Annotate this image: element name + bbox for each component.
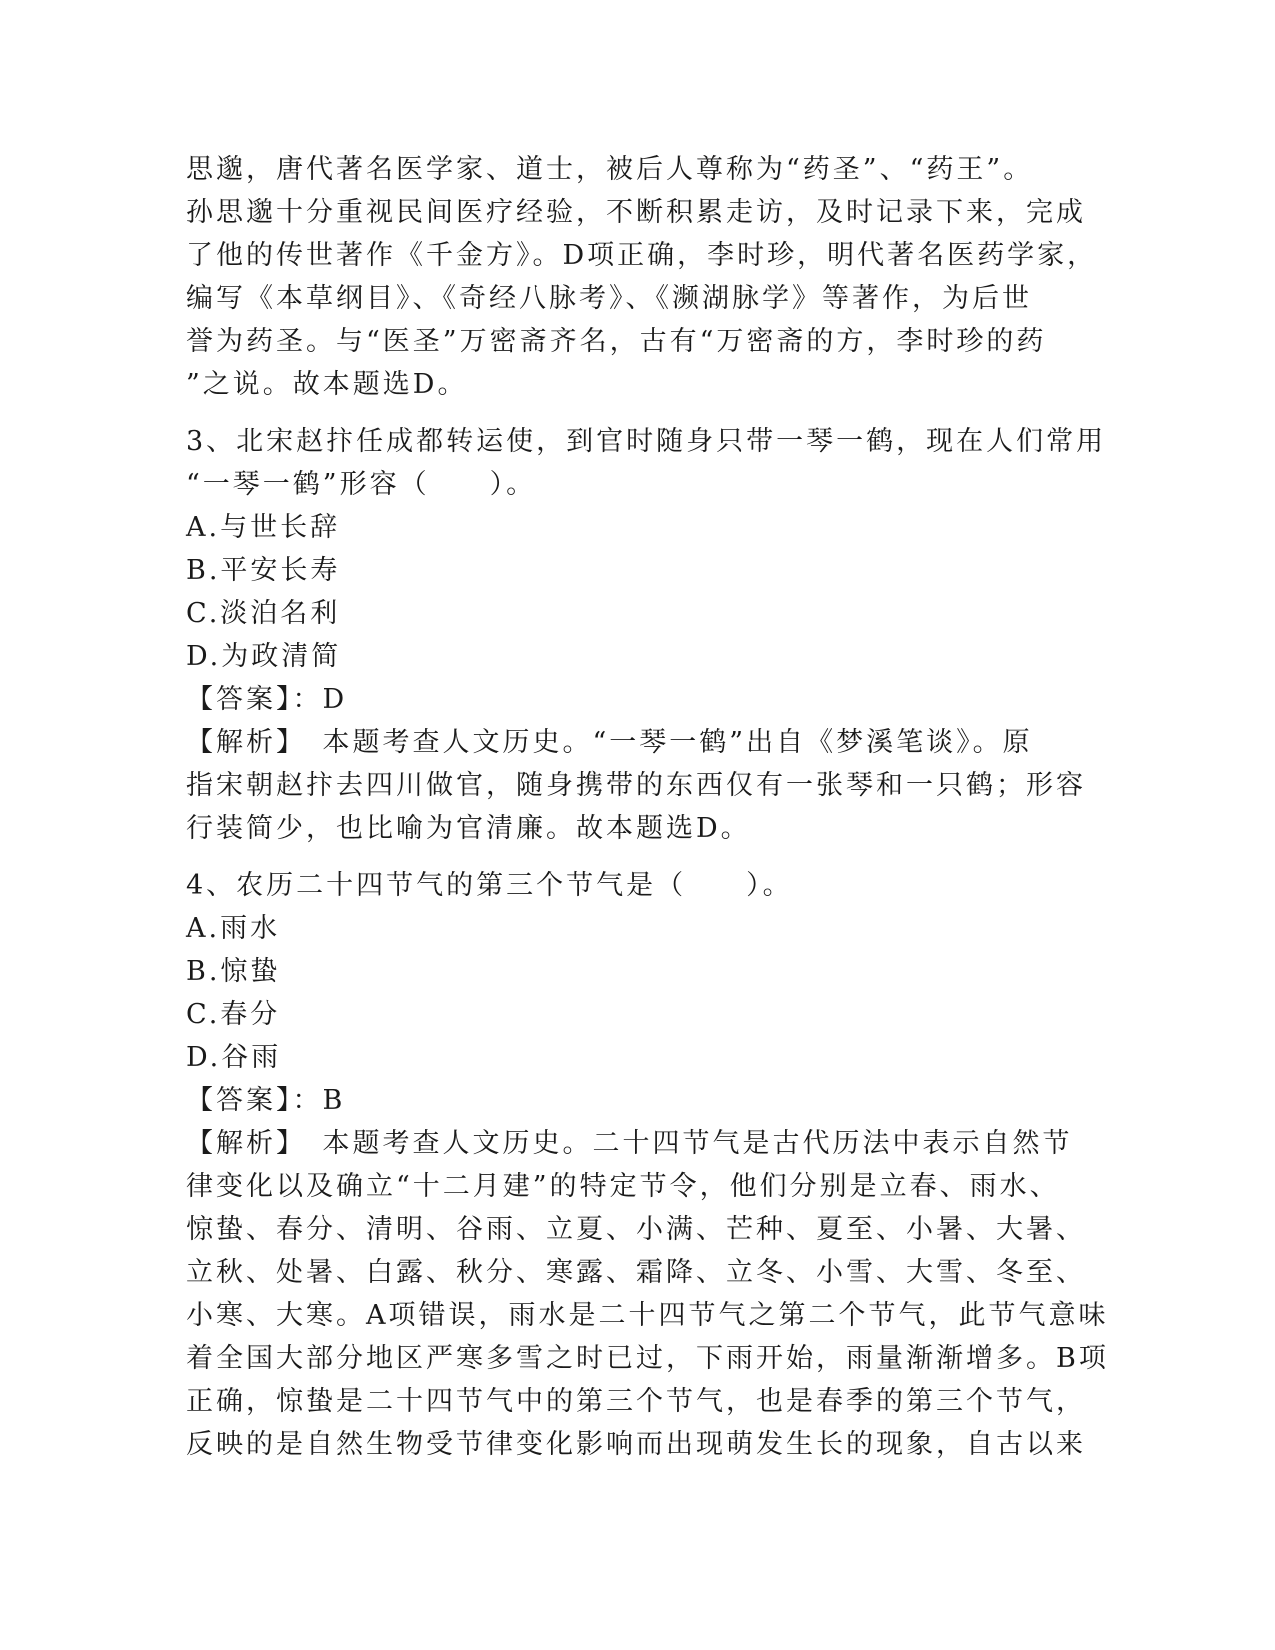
- text-line: 孙思邈十分重视民间医疗经验，不断积累走访，及时记录下来，完成: [186, 197, 1086, 228]
- text-line: 誉为药圣。与“医圣”万密斋齐名，古有“万密斋的方，李时珍的药: [186, 326, 1047, 357]
- question-stem: 3、北宋赵抃任成都转运使，到官时随身只带一琴一鹤，现在人们常用: [186, 426, 1107, 457]
- analysis-line: 立秋、处暑、白露、秋分、寒露、霜降、立冬、小雪、大雪、冬至、: [186, 1257, 1086, 1288]
- question-4: [186, 864, 1109, 1466]
- question-stem: 4、农历二十四节气的第三个节气是（ ）。: [186, 870, 793, 901]
- analysis-line: 小寒、大寒。A项错误，雨水是二十四节气之第二个节气，此节气意味: [186, 1300, 1109, 1331]
- text-line: 编写《本草纲目》、《奇经八脉考》、《濒湖脉学》等著作，为后世: [186, 283, 1032, 314]
- text-line: 了他的传世著作《千金方》。D项正确，李时珍，明代著名医药学家，: [186, 240, 1098, 271]
- analysis-line: 正确，惊蛰是二十四节气中的第三个节气，也是春季的第三个节气，: [186, 1386, 1086, 1417]
- previous-explanation: [186, 148, 1098, 406]
- answer: 【答案】：B: [186, 1085, 346, 1116]
- option-c: C.春分: [186, 999, 281, 1030]
- question-stem: “一琴一鹤”形容（ ）。: [186, 469, 537, 500]
- analysis-line: 着全国大部分地区严寒多雪之时已过，下雨开始，雨量渐渐增多。B项: [186, 1343, 1109, 1374]
- analysis-line: 【解析】 本题考查人文历史。二十四节气是古代历法中表示自然节: [186, 1128, 1073, 1159]
- page-content: [186, 148, 1109, 1466]
- question-3: [186, 420, 1107, 850]
- analysis-line: 指宋朝赵抃去四川做官，随身携带的东西仅有一张琴和一只鹤；形容: [186, 770, 1086, 801]
- text-line: ”之说。故本题选D。: [186, 369, 468, 400]
- option-b: B.惊蛰: [186, 956, 281, 987]
- analysis-line: 律变化以及确立“十二月建”的特定节令，他们分别是立春、雨水、: [186, 1171, 1060, 1202]
- option-d: D.为政清简: [186, 641, 342, 672]
- option-d: D.谷雨: [186, 1042, 282, 1073]
- analysis-line: 行装简少，也比喻为官清廉。故本题选D。: [186, 813, 751, 844]
- analysis-line: 【解析】 本题考查人文历史。“一琴一鹤”出自《梦溪笔谈》。原: [186, 727, 1033, 758]
- option-a: A.与世长辞: [186, 512, 341, 543]
- option-b: B.平安长寿: [186, 555, 341, 586]
- option-a: A.雨水: [186, 913, 281, 944]
- text-line: 思邈，唐代著名医学家、道士，被后人尊称为“药圣”、“药王”。: [186, 154, 1034, 185]
- option-c: C.淡泊名利: [186, 598, 341, 629]
- answer: 【答案】：D: [186, 684, 348, 715]
- analysis-line: 惊蛰、春分、清明、谷雨、立夏、小满、芒种、夏至、小暑、大暑、: [186, 1214, 1086, 1245]
- analysis-line: 反映的是自然生物受节律变化影响而出现萌发生长的现象，自古以来: [186, 1429, 1086, 1460]
